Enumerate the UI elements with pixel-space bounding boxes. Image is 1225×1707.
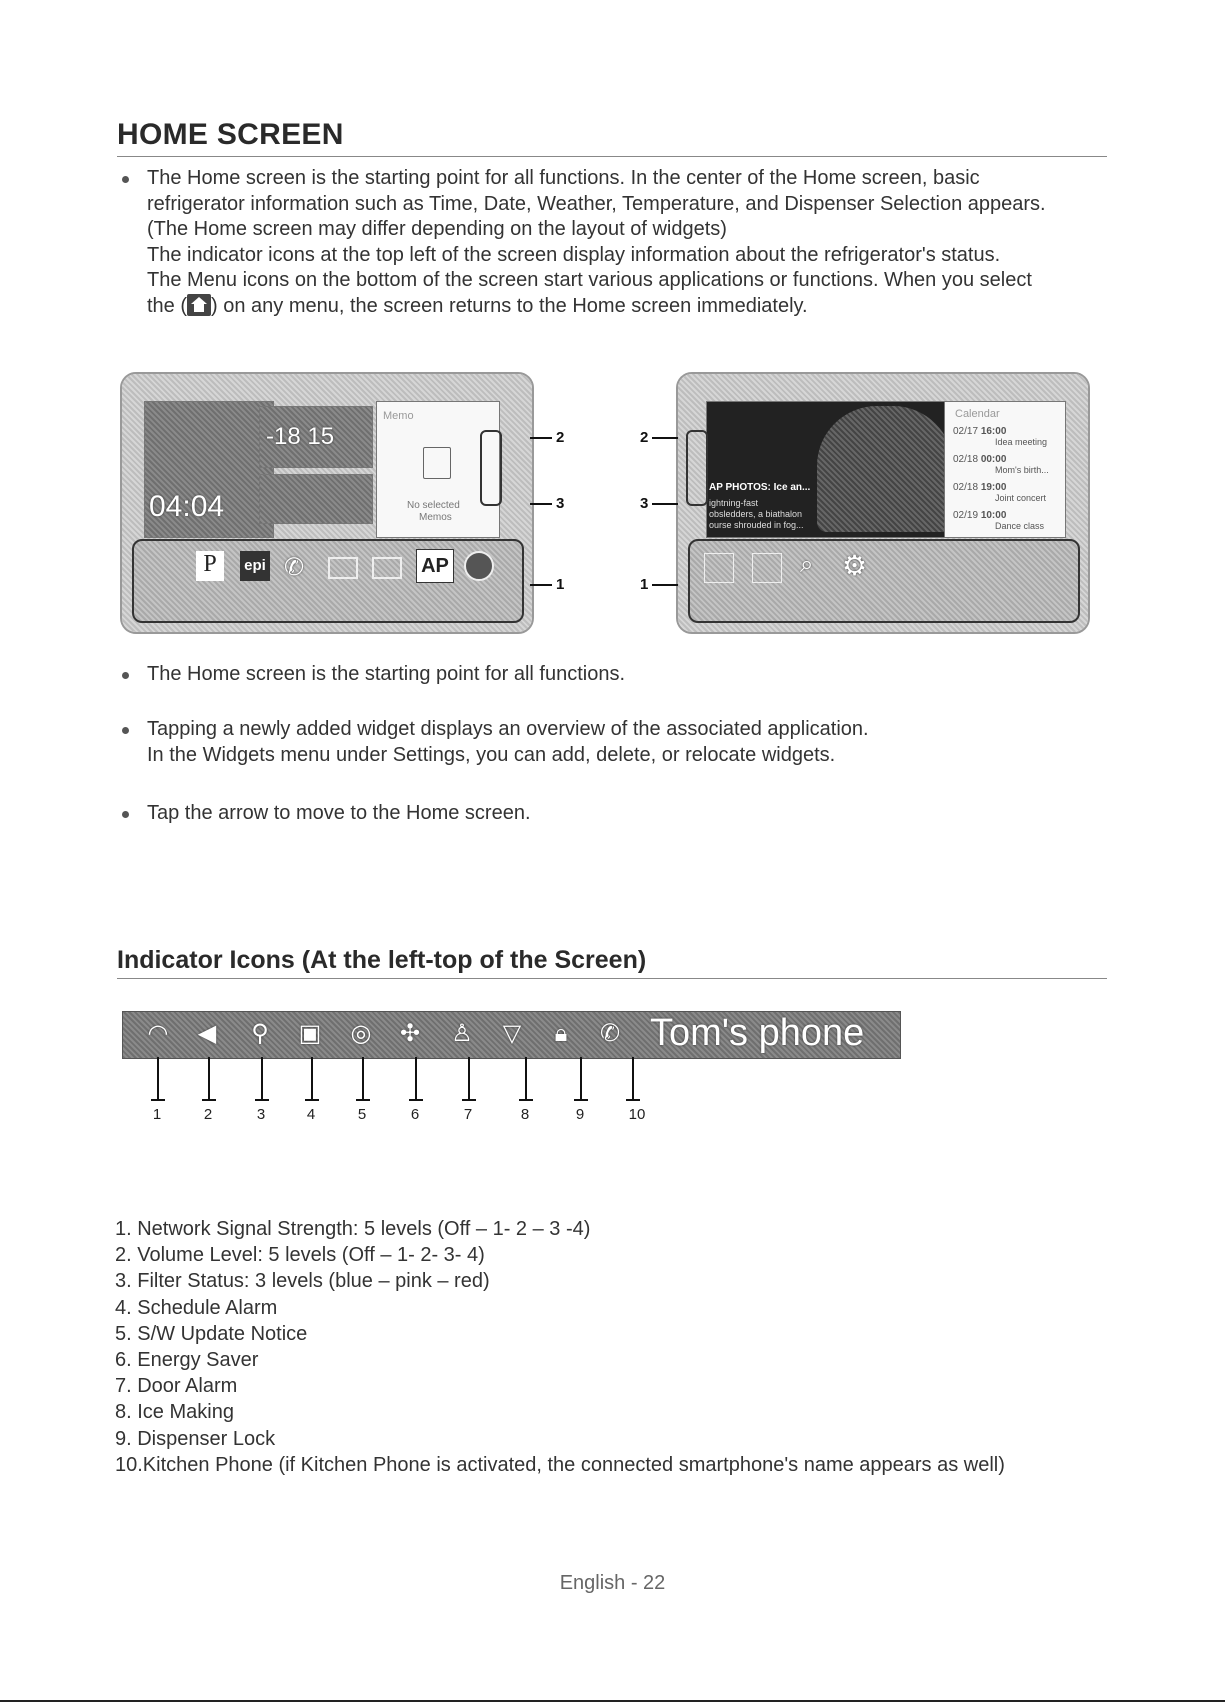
memo-empty-text-2: Memos bbox=[419, 512, 452, 523]
filter-icon: ⚲ bbox=[251, 1020, 269, 1047]
news-photo bbox=[817, 406, 953, 532]
indicator-tick bbox=[362, 1057, 364, 1101]
sw-update-icon: ◎ bbox=[350, 1020, 372, 1047]
list-item: 2. Volume Level: 5 levels (Off – 1- 2- 3- 4) bbox=[115, 1244, 485, 1267]
intro-line: The indicator icons at the top left of the screen display information about the refrigerator's status. bbox=[147, 243, 1001, 266]
calendar-event bbox=[953, 454, 1049, 476]
menu-bar bbox=[688, 539, 1080, 623]
kitchen-phone-icon: ✆ bbox=[599, 1020, 621, 1047]
indicator-number: 10 bbox=[628, 1106, 646, 1123]
indicator-number: 4 bbox=[306, 1106, 316, 1123]
bullet-text: The Home screen is the starting point for all functions. bbox=[147, 663, 626, 685]
calendar-widget[interactable] bbox=[944, 401, 1066, 538]
door-alarm-icon: ♙ bbox=[451, 1020, 473, 1047]
intro-line: The Home screen is the starting point for all functions. In the center of the Home screen, basic bbox=[147, 167, 980, 189]
apple-icon[interactable] bbox=[464, 551, 494, 581]
bullet-text: Tap the arrow to move to the Home screen. bbox=[147, 802, 531, 824]
app-icon-p[interactable]: P bbox=[196, 551, 224, 581]
event-time: 16:00 bbox=[980, 426, 1007, 437]
event-date: 02/17 bbox=[953, 426, 979, 437]
indicator-number: 9 bbox=[575, 1106, 585, 1123]
temperature-value: -18 15 bbox=[266, 423, 335, 450]
menu-bar bbox=[132, 539, 524, 623]
intro-paragraph bbox=[147, 166, 1107, 319]
gear-icon[interactable]: ⚙ bbox=[842, 550, 868, 581]
intro-line bbox=[147, 294, 1107, 320]
indicator-tick bbox=[580, 1057, 582, 1101]
indicator-number: 6 bbox=[410, 1106, 420, 1123]
search-icon[interactable]: ⌕ bbox=[800, 551, 814, 578]
indicator-tick bbox=[208, 1057, 210, 1101]
energy-saver-icon: ✣ bbox=[399, 1020, 421, 1047]
list-item: 9. Dispenser Lock bbox=[115, 1427, 276, 1450]
callout-line bbox=[530, 584, 552, 586]
list-item: 7. Door Alarm bbox=[115, 1375, 238, 1398]
dispenser-lock-icon: 🔒︎ bbox=[554, 1020, 568, 1047]
callout-2-right: 2 bbox=[640, 429, 649, 446]
indicator-tick bbox=[261, 1057, 263, 1101]
callout-line bbox=[530, 503, 552, 505]
home-icon bbox=[187, 294, 211, 316]
intro-line: (The Home screen may differ depending on the layout of widgets) bbox=[147, 218, 727, 240]
list-item: 4. Schedule Alarm bbox=[115, 1296, 278, 1319]
indicator-number: 7 bbox=[463, 1106, 473, 1123]
callout-line bbox=[652, 437, 678, 439]
schedule-alarm-icon: ▣ bbox=[298, 1020, 322, 1047]
indicator-list bbox=[115, 1216, 1005, 1478]
mail-icon[interactable] bbox=[328, 557, 358, 579]
scroll-arrow-left[interactable] bbox=[480, 430, 502, 506]
list-item: 8. Ice Making bbox=[115, 1401, 234, 1424]
indicator-tick bbox=[632, 1057, 634, 1101]
news-widget[interactable] bbox=[706, 401, 958, 538]
event-date: 02/18 bbox=[953, 454, 979, 465]
indicator-tick bbox=[468, 1057, 470, 1101]
indicator-tick bbox=[311, 1057, 313, 1101]
news-body: ightning-fast bbox=[709, 498, 759, 508]
clock-time: 04:04 bbox=[149, 490, 225, 523]
indicator-number: 1 bbox=[152, 1106, 162, 1123]
bullet-dot bbox=[122, 672, 129, 679]
indicator-rule bbox=[117, 978, 1107, 979]
page-footer: English - 22 bbox=[559, 1572, 666, 1594]
indicator-tick bbox=[157, 1057, 159, 1101]
intro-text: the ( bbox=[147, 294, 188, 317]
news-headline: AP PHOTOS: Ice an... bbox=[709, 482, 811, 493]
indicator-number: 3 bbox=[256, 1106, 266, 1123]
event-title: Mom's birth... bbox=[995, 465, 1049, 475]
photo-icon[interactable] bbox=[752, 553, 782, 583]
list-item: 6. Energy Saver bbox=[115, 1349, 259, 1372]
callout-1-right: 1 bbox=[640, 576, 649, 593]
ice-making-icon: ▽ bbox=[502, 1020, 522, 1047]
memo-title: Memo bbox=[383, 410, 414, 422]
page-title: HOME SCREEN bbox=[117, 118, 344, 151]
callout-3-left: 3 bbox=[556, 495, 565, 512]
app-icon-epi[interactable]: epi bbox=[240, 551, 270, 581]
screen-icon[interactable] bbox=[372, 557, 402, 579]
volume-icon: ◀ bbox=[197, 1020, 217, 1047]
calendar-title: Calendar bbox=[955, 408, 1000, 420]
temperature-widget[interactable] bbox=[259, 406, 373, 468]
menu-icon[interactable] bbox=[704, 553, 734, 583]
phone-icon[interactable]: ✆ bbox=[284, 554, 305, 581]
indicator-tick bbox=[525, 1057, 527, 1101]
bullet-dot bbox=[122, 727, 129, 734]
callout-line bbox=[530, 437, 552, 439]
callout-2-left: 2 bbox=[556, 429, 565, 446]
intro-line: refrigerator information such as Time, Date, Weather, Temperature, and Dispenser Selection appears. bbox=[147, 192, 1046, 215]
home-screen-left bbox=[120, 372, 534, 634]
bottom-border bbox=[0, 1700, 1225, 1702]
bullet-dot bbox=[122, 176, 129, 183]
indicator-number: 5 bbox=[357, 1106, 367, 1123]
list-item: 10.Kitchen Phone (if Kitchen Phone is activated, the connected smartphone's name appears as well) bbox=[115, 1453, 1005, 1476]
event-date: 02/19 bbox=[953, 510, 979, 521]
calendar-event bbox=[953, 510, 1044, 532]
scroll-arrow-right[interactable] bbox=[686, 430, 708, 506]
indicator-heading: Indicator Icons (At the left-top of the Screen) bbox=[117, 946, 647, 974]
indicator-number: 8 bbox=[520, 1106, 530, 1123]
news-body: ourse shrouded in fog... bbox=[709, 520, 804, 530]
indicator-number: 2 bbox=[203, 1106, 213, 1123]
bullet-line: In the Widgets menu under Settings, you can add, delete, or relocate widgets. bbox=[147, 743, 836, 766]
connected-phone-name: Tom's phone bbox=[650, 1012, 865, 1054]
home-screen-right bbox=[676, 372, 1090, 634]
title-rule bbox=[117, 156, 1107, 157]
event-title: Joint concert bbox=[995, 493, 1047, 503]
event-time: 00:00 bbox=[980, 454, 1007, 465]
event-date: 02/18 bbox=[953, 482, 979, 493]
news-body: obsledders, a biathalon bbox=[709, 509, 803, 519]
wifi-icon: ◠ bbox=[147, 1020, 169, 1047]
bullet-line: Tapping a newly added widget displays an overview of the associated application. bbox=[147, 718, 869, 740]
app-icon-ap[interactable]: AP bbox=[416, 549, 454, 583]
event-title: Dance class bbox=[995, 521, 1045, 531]
intro-text: ) on any menu, the screen returns to the Home screen immediately. bbox=[211, 294, 808, 317]
callout-3-right: 3 bbox=[640, 495, 649, 512]
calendar-event bbox=[953, 482, 1046, 504]
intro-line: The Menu icons on the bottom of the screen start various applications or functions. When you select bbox=[147, 269, 1032, 291]
dispenser-widget[interactable] bbox=[259, 474, 373, 524]
event-time: 10:00 bbox=[980, 510, 1007, 521]
indicator-tick bbox=[415, 1057, 417, 1101]
list-item: 3. Filter Status: 3 levels (blue – pink – red) bbox=[115, 1270, 490, 1293]
weather-widget[interactable] bbox=[144, 401, 274, 538]
memo-empty-text: No selected bbox=[407, 500, 460, 511]
callout-1-left: 1 bbox=[556, 576, 565, 593]
memo-icon bbox=[423, 447, 451, 479]
callout-line bbox=[652, 584, 678, 586]
event-title: Idea meeting bbox=[995, 437, 1048, 447]
callout-line bbox=[652, 503, 678, 505]
bullet-dot bbox=[122, 811, 129, 818]
list-item: 1. Network Signal Strength: 5 levels (Off – 1- 2 – 3 -4) bbox=[115, 1218, 591, 1240]
calendar-event bbox=[953, 426, 1047, 448]
list-item: 5. S/W Update Notice bbox=[115, 1322, 308, 1345]
bullet-text bbox=[147, 717, 869, 768]
event-time: 19:00 bbox=[980, 482, 1007, 493]
